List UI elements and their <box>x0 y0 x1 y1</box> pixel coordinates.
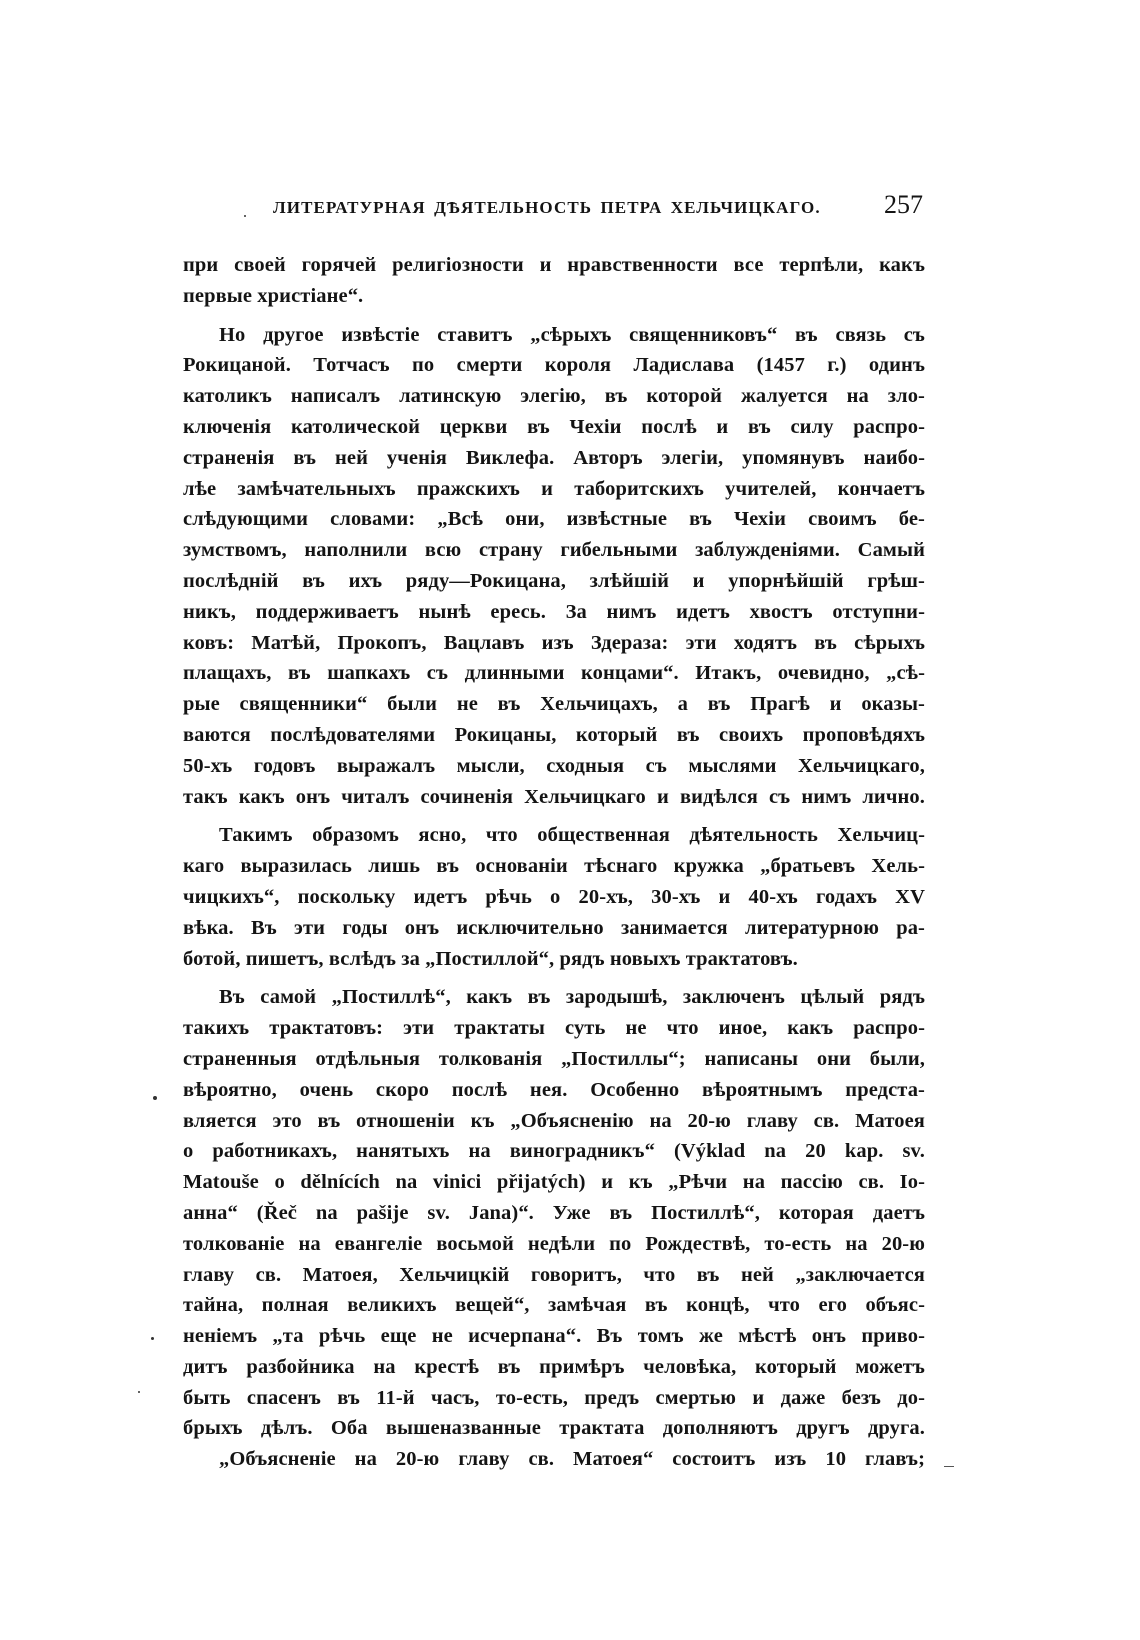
running-title: ЛИТЕРАТУРНАЯ ДѢЯТЕЛЬНОСТЬ ПЕТРА ХЕЛЬЧИЦКАГО. <box>273 198 821 217</box>
text-line: страненія въ ней ученія Виклефа. Авторъ элегіи, упомянувъ наибо- <box>183 446 925 469</box>
page-number: 257 <box>884 190 923 219</box>
scan-speck <box>138 1391 140 1393</box>
scan-mark <box>944 1466 954 1467</box>
text-line: ковъ: Матѣй, Прокопъ, Вацлавъ изъ Здераза: эти ходятъ въ сѣрыхъ <box>183 631 925 654</box>
text-line: „Объясненіе на 20-ю главу св. Матоея“ состоитъ изъ 10 главъ; <box>219 1448 925 1471</box>
text-line: такихъ трактатовъ: эти трактаты суть не что иное, какъ распро- <box>183 1017 925 1040</box>
text-line: вляется это въ отношеніи къ „Объясненію на 20-ю главу св. Матоея <box>183 1109 925 1132</box>
scan-speck <box>153 1096 157 1100</box>
text-line: Рокицаной. Тотчасъ по смерти короля Ладислава (1457 г.) одинъ <box>183 354 925 377</box>
text-line: Matouše o dělnících na vinici přijatých) и къ „Рѣчи на пассію св. Іо- <box>183 1171 925 1194</box>
text-line: брыхъ дѣлъ. Оба вышеназванные трактата дополняютъ другъ друга. <box>183 1417 925 1440</box>
text-line: 50-хъ годовъ выражалъ мысли, сходныя съ мыслями Хельчицкаго, <box>183 754 925 777</box>
text-line: вѣка. Въ эти годы онъ исключительно занимается литературною ра- <box>183 916 925 939</box>
text-line: такъ какъ онъ читалъ сочиненія Хельчицкаго и видѣлся съ нимъ лично. <box>183 785 925 808</box>
text-line: ваются послѣдователями Рокицаны, который въ своихъ проповѣдяхъ <box>183 723 925 746</box>
text-line: никъ, поддерживаетъ нынѣ ересь. За нимъ идетъ хвостъ отступни- <box>183 600 925 623</box>
text-line: первые христіане“. <box>183 284 364 307</box>
text-line: анна“ (Řeč na pašijе sv. Jana)“. Уже въ Постиллѣ“, которая даетъ <box>183 1201 925 1224</box>
text-line: Въ самой „Постиллѣ“, какъ въ зародышѣ, заключенъ цѣлый рядъ <box>219 986 925 1009</box>
text-line: вѣроятно, очень скоро послѣ нея. Особенно вѣроятнымъ предста- <box>183 1078 925 1101</box>
text-line: послѣдній въ ихъ ряду—Рокицана, злѣйшій и упорнѣйшій грѣш- <box>183 569 925 592</box>
text-line: при своей горячей религіозности и нравственности все терпѣли, какъ <box>183 254 925 276</box>
text-line: зумствомъ, наполнили всю страну гибельными заблужденіями. Самый <box>183 539 925 562</box>
text-line: чицкихъ“, поскольку идетъ рѣчь о 20-хъ, 30-хъ и 40-хъ годахъ XV <box>183 885 925 908</box>
page-header <box>273 190 923 226</box>
text-line: Но другое извѣстіе ставитъ „сѣрыхъ священниковъ“ въ связь съ <box>219 323 925 346</box>
text-line: рые священники“ были не въ Хельчицахъ, а въ Прагѣ и оказы- <box>183 693 925 716</box>
text-line: толкованіе на евангеліе восьмой недѣли по Рождествѣ, то-есть на 20-ю <box>183 1232 925 1255</box>
text-line: ботой, пишетъ, вслѣдъ за „Постиллой“, рядъ новыхъ трактатовъ. <box>183 947 798 970</box>
text-line: главу св. Матоея, Хельчицкій говоритъ, что въ ней „заключается <box>183 1263 925 1286</box>
scan-speck <box>244 215 246 217</box>
text-line: каго выразилась лишь въ основаніи тѣснаго кружка „братьевъ Хель- <box>183 855 925 878</box>
text-line: слѣдующими словами: „Всѣ они, извѣстные въ Чехіи своимъ бе- <box>183 508 925 531</box>
text-line: дитъ разбойника на крестѣ въ примѣръ человѣка, который можетъ <box>183 1355 925 1378</box>
text-line: ключенія католической церкви въ Чехіи послѣ и въ силу распро- <box>183 415 925 438</box>
body-text <box>183 250 925 1475</box>
text-line: быть спасенъ въ 11-й часъ, то-есть, предъ смертью и даже безъ до- <box>183 1386 925 1409</box>
text-line: лѣе замѣчательныхъ пражскихъ и таборитскихъ учителей, кончаетъ <box>183 477 925 500</box>
text-line: плащахъ, въ шапкахъ съ длинными концами“. Итакъ, очевидно, „сѣ- <box>183 662 925 685</box>
text-line: страненныя отдѣльныя толкованія „Постиллы“; написаны они были, <box>183 1047 925 1070</box>
text-line: о работникахъ, нанятыхъ на виноградникъ“ (Výklad na 20 kap. sv. <box>183 1140 925 1163</box>
text-line: неніемъ „та рѣчь еще не исчерпана“. Въ томъ же мѣстѣ онъ приво- <box>183 1325 925 1348</box>
text-line: Такимъ образомъ ясно, что общественная дѣятельность Хельчиц- <box>219 824 925 847</box>
text-line: тайна, полная великихъ вещей“, замѣчая въ концѣ, что его объяс- <box>183 1294 925 1317</box>
text-line: католикъ написалъ латинскую элегію, въ которой жалуется на зло- <box>183 385 925 408</box>
scan-speck <box>151 1337 154 1340</box>
